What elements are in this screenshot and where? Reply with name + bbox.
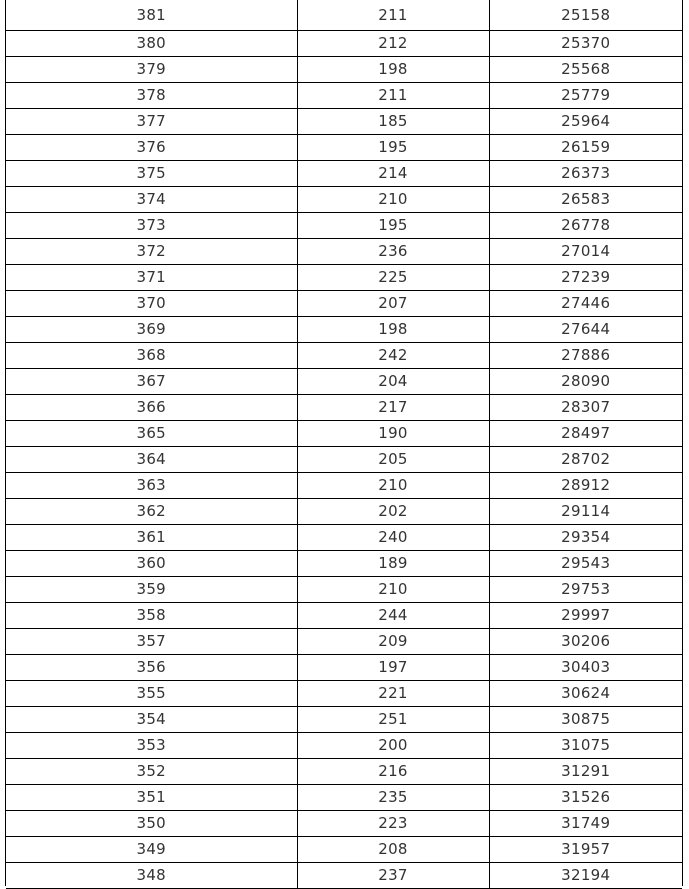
cumulative-cell: 29354 — [489, 525, 682, 551]
score-cell: 374 — [6, 187, 297, 213]
score-table-container — [5, 0, 683, 886]
count-cell: 221 — [297, 681, 489, 707]
score-cell: 368 — [6, 343, 297, 369]
table-row — [6, 603, 682, 629]
cumulative-cell: 31957 — [489, 837, 682, 863]
table-row — [6, 447, 682, 473]
table-row — [6, 395, 682, 421]
count-cell: 202 — [297, 499, 489, 525]
count-cell: 210 — [297, 577, 489, 603]
score-cell: 363 — [6, 473, 297, 499]
cumulative-cell: 27644 — [489, 317, 682, 343]
score-cell: 349 — [6, 837, 297, 863]
table-row — [6, 83, 682, 109]
table-row — [6, 629, 682, 655]
score-cell: 353 — [6, 733, 297, 759]
table-row — [6, 187, 682, 213]
cumulative-cell: 25568 — [489, 57, 682, 83]
score-cell: 362 — [6, 499, 297, 525]
cumulative-cell: 31526 — [489, 785, 682, 811]
score-cell: 373 — [6, 213, 297, 239]
score-cell: 377 — [6, 109, 297, 135]
count-cell: 211 — [297, 0, 489, 31]
cumulative-cell: 26373 — [489, 161, 682, 187]
score-cell: 365 — [6, 421, 297, 447]
score-cell: 354 — [6, 707, 297, 733]
cumulative-cell: 27239 — [489, 265, 682, 291]
count-cell: 189 — [297, 551, 489, 577]
count-cell: 195 — [297, 135, 489, 161]
score-cell: 376 — [6, 135, 297, 161]
count-cell: 242 — [297, 343, 489, 369]
count-cell: 240 — [297, 525, 489, 551]
score-cell: 357 — [6, 629, 297, 655]
cumulative-cell: 28090 — [489, 369, 682, 395]
score-cell: 378 — [6, 83, 297, 109]
cumulative-cell: 25964 — [489, 109, 682, 135]
table-row — [6, 161, 682, 187]
count-cell: 190 — [297, 421, 489, 447]
cumulative-cell: 29997 — [489, 603, 682, 629]
table-row — [6, 655, 682, 681]
count-cell: 208 — [297, 837, 489, 863]
cumulative-cell: 25370 — [489, 31, 682, 57]
score-cell: 360 — [6, 551, 297, 577]
score-cell: 370 — [6, 291, 297, 317]
table-row — [6, 811, 682, 837]
score-cell: 372 — [6, 239, 297, 265]
score-cell: 352 — [6, 759, 297, 785]
table-row — [6, 421, 682, 447]
cumulative-cell: 29543 — [489, 551, 682, 577]
table-row — [6, 31, 682, 57]
count-cell: 185 — [297, 109, 489, 135]
score-cell: 361 — [6, 525, 297, 551]
score-cell: 380 — [6, 31, 297, 57]
count-cell: 237 — [297, 863, 489, 889]
table-row — [6, 0, 682, 31]
count-cell: 209 — [297, 629, 489, 655]
cumulative-cell: 28702 — [489, 447, 682, 473]
table-row — [6, 213, 682, 239]
count-cell: 244 — [297, 603, 489, 629]
cumulative-cell: 27014 — [489, 239, 682, 265]
table-row — [6, 759, 682, 785]
cumulative-cell: 26159 — [489, 135, 682, 161]
table-row — [6, 265, 682, 291]
table-row — [6, 109, 682, 135]
count-cell: 217 — [297, 395, 489, 421]
cumulative-cell: 30206 — [489, 629, 682, 655]
cumulative-cell: 27886 — [489, 343, 682, 369]
count-cell: 198 — [297, 317, 489, 343]
score-cell: 379 — [6, 57, 297, 83]
count-cell: 216 — [297, 759, 489, 785]
table-row — [6, 239, 682, 265]
count-cell: 223 — [297, 811, 489, 837]
cumulative-cell: 26778 — [489, 213, 682, 239]
score-cell: 375 — [6, 161, 297, 187]
count-cell: 205 — [297, 447, 489, 473]
cumulative-cell: 28307 — [489, 395, 682, 421]
cumulative-cell: 32194 — [489, 863, 682, 889]
cumulative-cell: 26583 — [489, 187, 682, 213]
table-row — [6, 473, 682, 499]
table-row — [6, 499, 682, 525]
table-row — [6, 57, 682, 83]
count-cell: 195 — [297, 213, 489, 239]
score-cell: 366 — [6, 395, 297, 421]
count-cell: 235 — [297, 785, 489, 811]
score-cell: 348 — [6, 863, 297, 889]
table-row — [6, 733, 682, 759]
table-row — [6, 707, 682, 733]
count-cell: 210 — [297, 473, 489, 499]
table-row — [6, 317, 682, 343]
table-row — [6, 135, 682, 161]
score-cell: 367 — [6, 369, 297, 395]
table-row — [6, 837, 682, 863]
count-cell: 251 — [297, 707, 489, 733]
score-cell: 350 — [6, 811, 297, 837]
cumulative-cell: 29114 — [489, 499, 682, 525]
score-cell: 355 — [6, 681, 297, 707]
score-cell: 351 — [6, 785, 297, 811]
count-cell: 200 — [297, 733, 489, 759]
cumulative-cell: 30403 — [489, 655, 682, 681]
score-cell: 369 — [6, 317, 297, 343]
table-body — [6, 0, 682, 889]
score-cell: 359 — [6, 577, 297, 603]
count-cell: 236 — [297, 239, 489, 265]
cumulative-cell: 30624 — [489, 681, 682, 707]
table-row — [6, 551, 682, 577]
score-cell: 371 — [6, 265, 297, 291]
cumulative-cell: 31075 — [489, 733, 682, 759]
cumulative-cell: 28912 — [489, 473, 682, 499]
cumulative-cell: 25158 — [489, 0, 682, 31]
score-cell: 358 — [6, 603, 297, 629]
table-row — [6, 577, 682, 603]
cumulative-cell: 27446 — [489, 291, 682, 317]
cumulative-cell: 30875 — [489, 707, 682, 733]
score-cell: 356 — [6, 655, 297, 681]
cumulative-cell: 31749 — [489, 811, 682, 837]
count-cell: 210 — [297, 187, 489, 213]
table-row — [6, 343, 682, 369]
count-cell: 197 — [297, 655, 489, 681]
table-row — [6, 525, 682, 551]
count-cell: 207 — [297, 291, 489, 317]
count-cell: 214 — [297, 161, 489, 187]
table-row — [6, 863, 682, 889]
cumulative-cell: 29753 — [489, 577, 682, 603]
cumulative-cell: 25779 — [489, 83, 682, 109]
table-row — [6, 291, 682, 317]
cumulative-cell: 31291 — [489, 759, 682, 785]
count-cell: 211 — [297, 83, 489, 109]
score-cell: 381 — [6, 0, 297, 31]
score-cell: 364 — [6, 447, 297, 473]
table-row — [6, 369, 682, 395]
count-cell: 212 — [297, 31, 489, 57]
score-table — [6, 0, 682, 889]
table-row — [6, 681, 682, 707]
cumulative-cell: 28497 — [489, 421, 682, 447]
table-row — [6, 785, 682, 811]
count-cell: 198 — [297, 57, 489, 83]
count-cell: 204 — [297, 369, 489, 395]
count-cell: 225 — [297, 265, 489, 291]
